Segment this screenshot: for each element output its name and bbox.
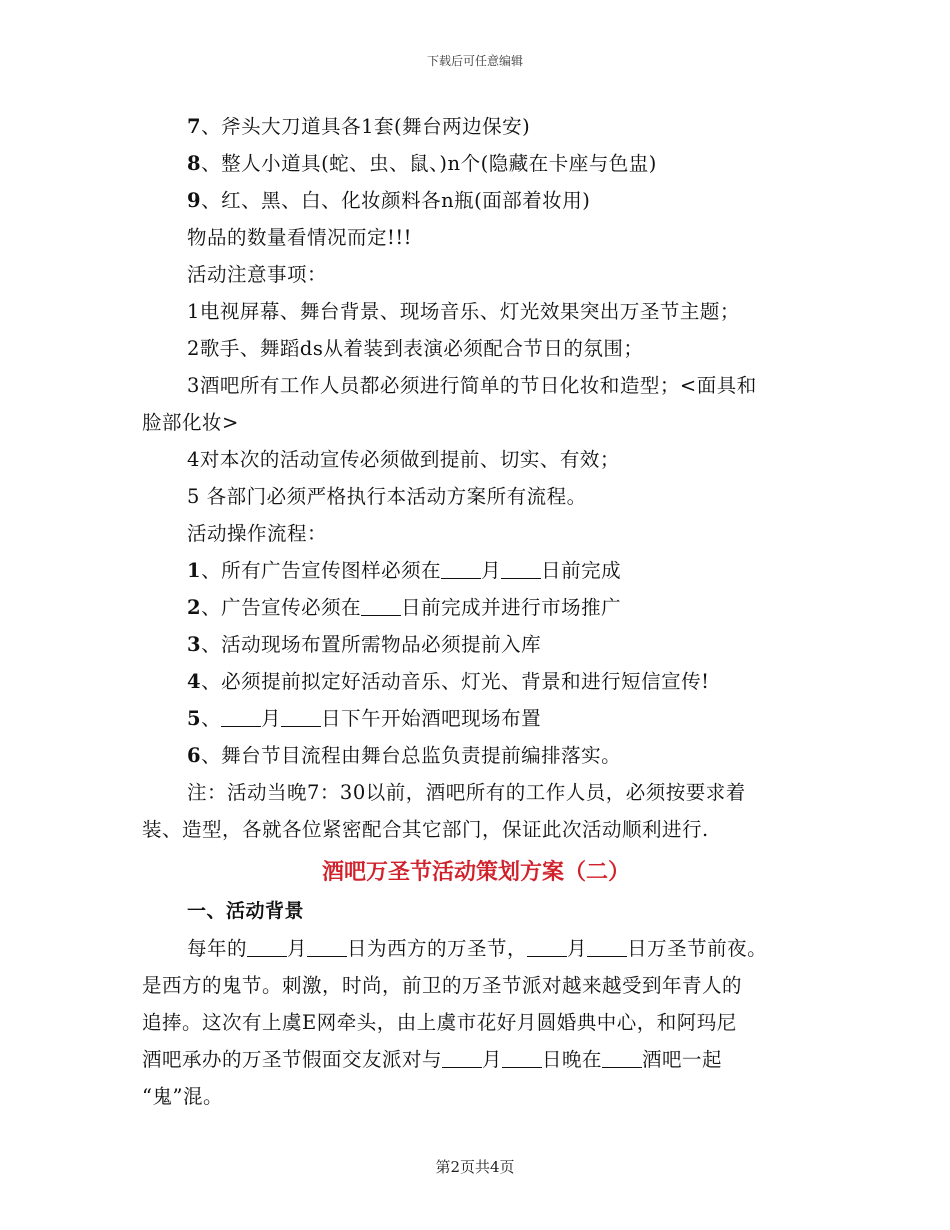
paragraph-line (142, 1041, 810, 1078)
item-text: 日下午开始酒吧现场布置 (321, 707, 542, 730)
blank-line (281, 708, 321, 727)
page-footer: 第2页共4页 (435, 1158, 515, 1176)
item-text: 、红、黑、白、化妆颜料各n瓶(面部着妆用) (201, 189, 591, 212)
item-text: 、广告宣传必须在 (201, 596, 362, 619)
document-body (142, 108, 810, 1115)
paragraph-line: 是西方的鬼节。刺激，时尚，前卫的万圣节派对越来越受到年青人的 (142, 974, 743, 997)
item-number: 6 (187, 744, 202, 767)
list-item (142, 108, 810, 145)
item-number: 9 (187, 189, 202, 212)
text-run: 酒吧承办的万圣节假面交友派对与 (142, 1048, 443, 1071)
item-number: 7 (187, 115, 202, 138)
flow-item (142, 626, 810, 663)
blank-line (221, 708, 261, 727)
list-item: 5 各部门必须严格执行本活动方案所有流程。 (187, 485, 587, 508)
text-run: 日晚在 (542, 1048, 603, 1071)
background-heading: 一、活动背景 (187, 900, 305, 922)
blank-line (587, 938, 627, 957)
item-text: 月 (481, 559, 502, 582)
final-note-continuation: 装、造型，各就各位紧密配合其它部门，保证此次活动顺利进行. (142, 818, 709, 841)
list-item: 4对本次的活动宣传必须做到提前、切实、有效； (187, 448, 620, 471)
blank-line (502, 1049, 542, 1068)
item-number: 2 (187, 596, 202, 619)
item-text: 、舞台节目流程由舞台总监负责提前编排落实。 (201, 744, 622, 767)
item-text: 、整人小道具(蛇、虫、鼠、)n个(隐藏在卡座与色盅) (201, 152, 657, 175)
item-text: 、所有广告宣传图样必须在 (201, 559, 442, 582)
item-text: 、斧头大刀道具各1套(舞台两边保安) (201, 115, 531, 138)
list-item: 3酒吧所有工作人员都必须进行简单的节日化妆和造型；<面具和 (187, 374, 757, 397)
list-item (142, 145, 810, 182)
flow-item (142, 737, 810, 774)
text-run: 酒吧一起 (642, 1048, 723, 1071)
item-number: 8 (187, 152, 202, 175)
blank-line (361, 597, 401, 616)
flow-item (142, 663, 810, 700)
text-run: 日为西方的万圣节， (347, 937, 528, 960)
attention-heading: 活动注意事项： (187, 263, 328, 286)
item-number: 5 (187, 707, 202, 730)
text-run: 日万圣节前夜。 (627, 937, 768, 960)
flow-item (142, 589, 810, 626)
item-number: 4 (187, 670, 202, 693)
section-title: 酒吧万圣节活动策划方案（二） (321, 859, 630, 885)
item-text: 日前完成 (541, 559, 622, 582)
text-run: 月 (482, 1048, 503, 1071)
flow-heading: 活动操作流程： (187, 522, 328, 545)
item-number: 3 (187, 633, 202, 656)
item-text: 、 (201, 707, 222, 730)
item-number: 1 (187, 559, 202, 582)
flow-item (142, 552, 810, 589)
blank-line (501, 560, 541, 579)
paragraph-line (142, 930, 810, 967)
text-run: 月 (287, 937, 308, 960)
text-run: 每年的 (187, 937, 248, 960)
blank-line (247, 938, 287, 957)
item-text: 月 (261, 707, 282, 730)
list-item (142, 182, 810, 219)
blank-line (441, 560, 481, 579)
paragraph-line: 追捧。这次有上虞E网牵头，由上虞市花好月圆婚典中心，和阿玛尼 (142, 1011, 737, 1034)
final-note: 注：活动当晚7：30以前，酒吧所有的工作人员，必须按要求着 (187, 781, 746, 804)
paragraph-line: “鬼”混。 (142, 1085, 223, 1108)
blank-line (307, 938, 347, 957)
list-item: 1电视屏幕、舞台背景、现场音乐、灯光效果突出万圣节主题； (187, 300, 740, 323)
text-run: 月 (567, 937, 588, 960)
item-text: 、活动现场布置所需物品必须提前入库 (201, 633, 542, 656)
item-text: 日前完成并进行市场推广 (401, 596, 622, 619)
list-item: 2歌手、舞蹈ds从着装到表演必须配合节日的氛围； (187, 337, 644, 360)
header-note: 下载后可任意编辑 (426, 54, 523, 68)
flow-item (142, 700, 810, 737)
item-text: 、必须提前拟定好活动音乐、灯光、背景和进行短信宣传! (201, 670, 710, 693)
quantity-note: 物品的数量看情况而定!!! (187, 226, 413, 249)
blank-line (527, 938, 567, 957)
blank-line (602, 1049, 642, 1068)
blank-line (442, 1049, 482, 1068)
list-item-continuation: 脸部化妆> (142, 411, 239, 434)
